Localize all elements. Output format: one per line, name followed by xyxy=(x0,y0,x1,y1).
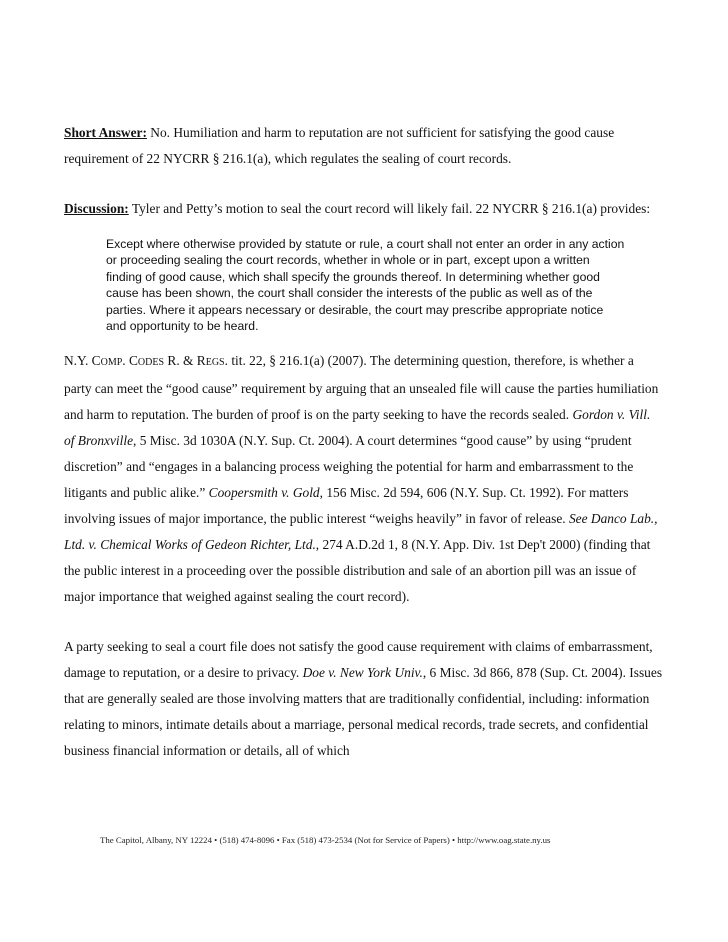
citation-text: . C xyxy=(122,353,138,369)
citation-smallcaps: ODES xyxy=(137,357,165,369)
paragraph-text: , 5 Misc. 3d 1030A (N.Y. Sup. Ct. 2004). A court determines “good cause” by using “prudent discretion” and “engages in a balancing process weighing the potential for harm and embarrassment to the litigants and public alike.” xyxy=(64,433,634,501)
short-answer-label: Short Answer: xyxy=(64,125,147,140)
paragraph-text: , 274 A.D.2d 1, 8 (N.Y. App. Div. 1st Dep't 2000) (finding that the public interest in a proceeding over the possible distribution and sale of an abortion pill was an issue of major importance that weighed against sealing the court record). xyxy=(64,537,651,605)
paragraph-text: , 156 Misc. 2d 594, 606 (N.Y. Sup. Ct. 1992). For matters involving issues of major importance, the public interest “weighs heavily” in favor of release. xyxy=(64,485,629,527)
block-quote: Except where otherwise provided by statute or rule, a court shall not enter an order in any action or proceeding sealing the court records, whether in whole or in part, except upon a written finding of good cause, which shall specify the grounds thereof. In determining whether good cause has been shown, the court shall consider the interests of the public as well as of the parties. Where it appears necessary or desirable, the court may prescribe appropriate notice and opportunity to be heard. xyxy=(106,237,625,334)
paragraph-text: . tit. 22, § 216.1(a) (2007). The determining question, therefore, is whether a party can meet the “good cause” requirement by arguing that an unsealed file will cause the parties humiliation and harm to reputation. The burden of proof is on the party seeking to have the records sealed. xyxy=(64,353,659,423)
page-footer: The Capitol, Albany, NY 12224 • (518) 474-8096 • Fax (518) 473-2534 (Not for Service of Papers) • http://www.oag.state.ny.us xyxy=(100,835,551,845)
discussion-paragraph xyxy=(64,196,664,222)
citation-text: N.Y. C xyxy=(64,353,101,369)
citation-paragraph xyxy=(64,348,664,610)
document-body xyxy=(64,120,664,788)
case-name: Gordon v. Vill. of Bronxville xyxy=(64,407,651,449)
short-answer-text: No. Humiliation and harm to reputation are not sufficient for satisfying the good cause requirement of 22 NYCRR § 216.1(a), which regulates the sealing of court records. xyxy=(64,125,615,166)
paragraph-text: A party seeking to seal a court file does not satisfy the good cause requirement with claims of embarrassment, damage to reputation, or a desire to privacy. xyxy=(64,639,653,681)
discussion-text: Tyler and Petty’s motion to seal the court record will likely fail. 22 NYCRR § 216.1(a) provides: xyxy=(128,201,651,216)
paragraph-text: , 6 Misc. 3d 866, 878 (Sup. Ct. 2004). Issues that are generally sealed are those involving matters that are traditionally confidential, including: information relating to minors, intimate details about a marriage, personal medical records, trade secrets, and confidential business financial information or details, all of which xyxy=(64,665,663,759)
citation-text: R. & R xyxy=(164,353,206,369)
sealing-paragraph xyxy=(64,634,664,764)
case-name: Coopersmith v. Gold xyxy=(208,485,320,501)
case-name: See Danco Lab., Ltd. v. Chemical Works of Gedeon Richter, Ltd. xyxy=(64,511,658,553)
short-answer-paragraph xyxy=(64,120,664,172)
case-name: Doe v. New York Univ. xyxy=(302,665,423,681)
citation-smallcaps: EGS xyxy=(205,357,225,369)
discussion-label: Discussion: xyxy=(64,201,129,216)
citation-smallcaps: OMP xyxy=(100,357,123,369)
